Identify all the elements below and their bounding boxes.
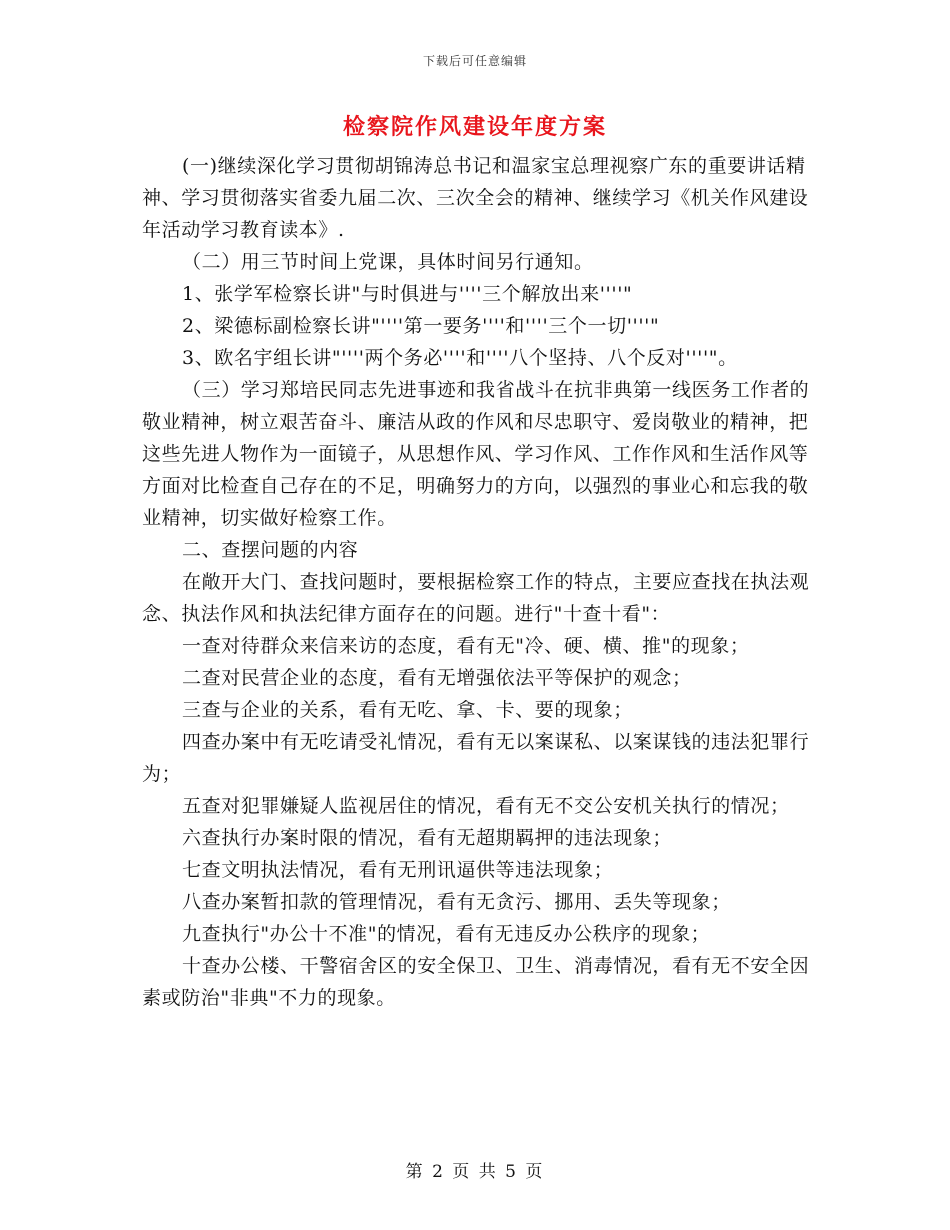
- paragraph-party-lessons: （二）用三节时间上党课，具体时间另行通知。: [182, 251, 594, 273]
- page-header-note: 下载后可任意编辑: [422, 54, 527, 68]
- check-item-4: 四查办案中有无吃请受礼情况，看有无以案谋私、以案谋钱的违法犯罪行为；: [142, 731, 810, 785]
- document-title: 检察院作风建设年度方案: [342, 114, 607, 140]
- paragraph-study-models: （三）学习郑培民同志先进事迹和我省战斗在抗非典第一线医务工作者的敬业精神，树立艰苦奋斗、廉洁从政的作风和尽忠职守、爱岗敬业的精神，把这些先进人物作为一面镜子，从思想作风、学习作风、工作作风和生活作风等方面对比检查自己存在的不足，明确努力的方向，以强烈的事业心和忘我的敬业精神，切实做好检察工作。: [142, 379, 810, 529]
- check-item-7: 七查文明执法情况，看有无刑讯逼供等违法现象；: [182, 859, 614, 881]
- paragraph-study-speech: (一)继续深化学习贯彻胡锦涛总书记和温家宝总理视察广东的重要讲话精神、学习贯彻落实省委九届二次、三次全会的精神、继续学习《机关作风建设年活动学习教育读本》.: [142, 155, 809, 241]
- check-item-3: 三查与企业的关系，看有无吃、拿、卡、要的现象；: [182, 699, 633, 721]
- check-item-6: 六查执行办案时限的情况，看有无超期羁押的违法现象；: [182, 827, 673, 849]
- section-heading-problems: 二、查摆问题的内容: [182, 539, 359, 561]
- check-item-8: 八查办案暂扣款的管理情况，看有无贪污、挪用、丢失等现象；: [182, 891, 731, 913]
- paragraph-lecture-2: 2、梁德标副检察长讲"''''第一要务''''和''''三个一切''''": [182, 315, 660, 337]
- paragraph-lecture-3: 3、欧名宇组长讲"''''两个务必''''和''''八个坚持、八个反对''''"。: [182, 347, 738, 369]
- page-number: 第 2 页 共 5 页: [405, 1162, 545, 1182]
- check-item-1: 一查对待群众来信来访的态度，看有无"冷、硬、横、推"的现象；: [182, 635, 750, 657]
- paragraph-ten-checks-intro: 在敞开大门、查找问题时，要根据检察工作的特点，主要应查找在执法观念、执法作风和执法纪律方面存在的问题。进行"十查十看"：: [142, 571, 810, 625]
- check-item-5: 五查对犯罪嫌疑人监视居住的情况，看有无不交公安机关执行的情况；: [182, 795, 790, 817]
- check-item-9: 九查执行"办公十不准"的情况，看有无违反办公秩序的现象；: [182, 923, 711, 945]
- check-item-2: 二查对民营企业的态度，看有无增强依法平等保护的观念；: [182, 667, 692, 689]
- check-item-10: 十查办公楼、干警宿舍区的安全保卫、卫生、消毒情况，看有无不安全因素或防治"非典"不力的现象。: [142, 955, 810, 1009]
- paragraph-lecture-1: 1、张学军检察长讲"与时俱进与''''三个解放出来''''": [182, 283, 633, 305]
- document-body: [142, 150, 814, 1014]
